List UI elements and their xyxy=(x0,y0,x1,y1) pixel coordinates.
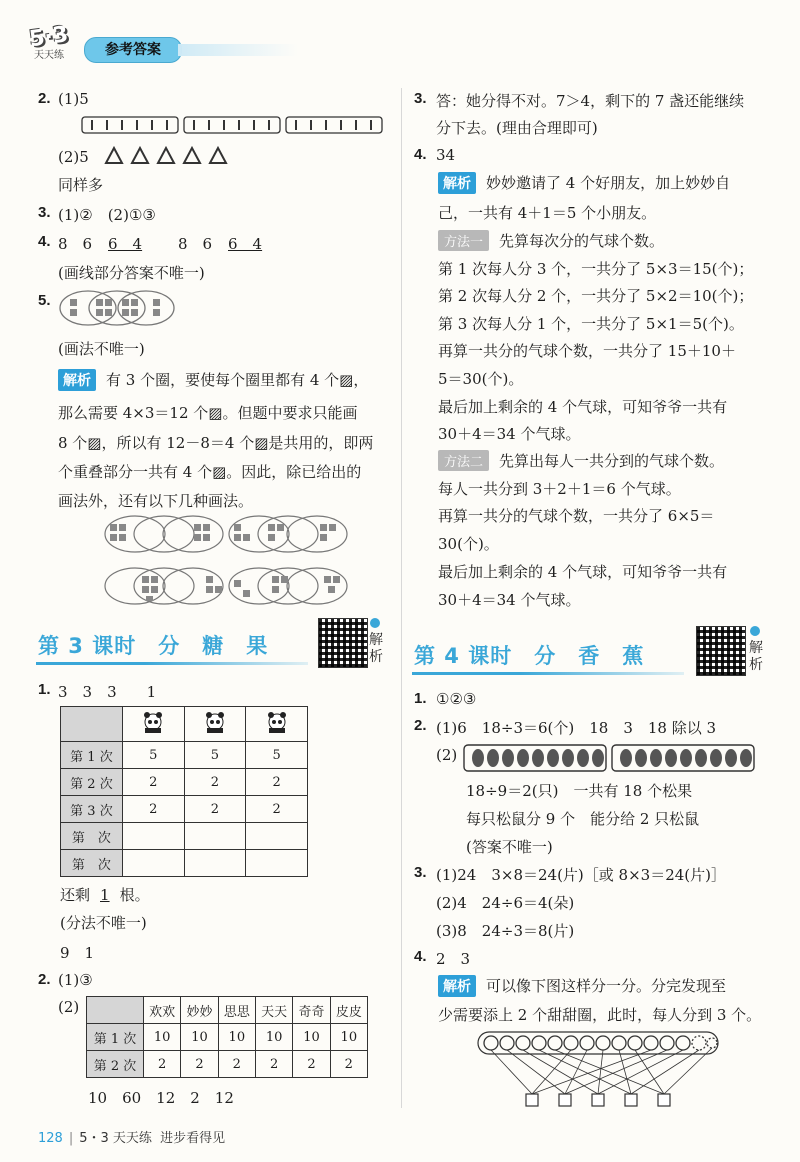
footer-brand: 5・3 天天练 xyxy=(79,1131,152,1146)
table-header-cell xyxy=(87,997,144,1024)
answer-text: (3)8 24÷3＝8(片) xyxy=(436,922,575,940)
table-cell: 10 xyxy=(181,1024,218,1051)
table-cell xyxy=(246,823,308,850)
page-footer: 128 | 5・3 天天练 进步看得见 xyxy=(38,1131,226,1146)
table-cell: 2 xyxy=(181,1051,218,1078)
answer-text: (2) xyxy=(58,998,80,1016)
answer-text: 答：她分得不对。7＞4，剩下的 7 盏还能继续 xyxy=(436,92,745,110)
donut-sharing-diagram xyxy=(474,1030,734,1110)
analysis-line: 30＋4＝34 个气球。 xyxy=(438,425,581,443)
table-cell: 10 xyxy=(330,1024,367,1051)
answer-text: 18÷9＝2(只) 一共有 18 个松果 xyxy=(466,782,693,800)
method-1-label: 方法一 xyxy=(438,230,489,251)
table-header-cell: 奇奇 xyxy=(293,997,330,1024)
table-cell: 5 xyxy=(246,742,308,769)
analysis-line: 30(个)。 xyxy=(438,535,499,553)
answer-text: 3 3 3 1 xyxy=(58,683,157,701)
answer-text: 同样多 xyxy=(58,176,104,194)
analysis-line: 画法外，还有以下几种画法。 xyxy=(58,492,254,510)
analysis-label: 解析 xyxy=(438,975,476,997)
question-number: 4. xyxy=(414,948,427,965)
panda-icon xyxy=(265,710,289,734)
underlined-answer: 6 4 xyxy=(228,235,263,253)
table-header-row xyxy=(87,997,368,1024)
table-header-cell: 天天 xyxy=(255,997,292,1024)
table-cell: 5 xyxy=(184,742,246,769)
answer-text: 10 60 12 2 12 xyxy=(88,1089,234,1107)
analysis-line: 那么需要 4×3＝12 个▨。但题中要求只能画 xyxy=(58,404,358,422)
answer-text: (1)③ xyxy=(58,971,93,989)
table-cell: 5 xyxy=(122,742,184,769)
table-cell: 2 xyxy=(246,769,308,796)
table-cell: 2 xyxy=(122,769,184,796)
analysis-line: 少需要添上 2 个甜甜圈，此时，每人分到 3 个。 xyxy=(438,1006,762,1024)
method-2-label: 方法二 xyxy=(438,450,489,471)
analysis-line: 8 个▨，所以有 12－8＝4 个▨是共用的，即两 xyxy=(58,434,374,452)
question-number: 3. xyxy=(414,864,427,881)
table-cell: 2 xyxy=(246,796,308,823)
question-number: 2. xyxy=(414,717,427,734)
analysis-text: 有 3 个圈，要使每个圈里都有 4 个▨， xyxy=(106,371,369,389)
answer-text: 8 6 xyxy=(58,235,93,253)
panda-header-cell xyxy=(246,707,308,742)
analysis-line: 解析 可以像下图这样分一分。分完发现至 xyxy=(438,975,726,997)
answer-text: (2) xyxy=(436,746,458,764)
row-label: 第 3 次 xyxy=(61,796,123,823)
analysis-line: 最后加上剩余的 4 个气球，可知爷爷一共有 xyxy=(438,398,728,416)
analysis-label: 解析 xyxy=(438,172,476,194)
table-cell: 2 xyxy=(184,796,246,823)
row-label: 第 1 次 xyxy=(61,742,123,769)
question-number: 1. xyxy=(38,681,51,698)
analysis-line: 30＋4＝34 个气球。 xyxy=(438,591,581,609)
answer-text: ①②③ xyxy=(436,690,477,708)
table-cell: 10 xyxy=(255,1024,292,1051)
analysis-label: 解析 xyxy=(58,369,96,391)
table-cell xyxy=(122,823,184,850)
row-label: 第 1 次 xyxy=(87,1024,144,1051)
answer-text: (2)5 xyxy=(58,148,89,166)
analysis-line: 每人一共分到 3＋2＋1＝6 个气球。 xyxy=(438,480,681,498)
question-number: 3. xyxy=(414,90,427,107)
qr-label: 解 析 xyxy=(369,632,383,665)
table-cell: 2 xyxy=(255,1051,292,1078)
lesson-3-title: 第 3 课时 分 糖 果 xyxy=(38,634,269,658)
table-cell: 10 xyxy=(293,1024,330,1051)
lesson-4-underline xyxy=(412,672,684,675)
table-header-cell: 思思 xyxy=(218,997,255,1024)
analysis-line: 己，一共有 4＋1＝5 个小朋友。 xyxy=(438,204,657,222)
lesson-3-underline xyxy=(36,662,308,665)
qr-code-icon[interactable] xyxy=(318,618,368,668)
analysis-line: 第 2 次每人分 2 个，一共分了 5×2＝10(个)； xyxy=(438,287,754,305)
answer-text: (2)4 24÷6＝4(朵) xyxy=(436,894,575,912)
analysis-line: 解析 妙妙邀请了 4 个好朋友，加上妙妙自 xyxy=(438,172,730,194)
panda-header-cell xyxy=(122,707,184,742)
question-number: 4. xyxy=(414,146,427,163)
method-2-line: 方法二 先算出每人一共分到的气球个数。 xyxy=(438,450,724,471)
panda-icon xyxy=(141,710,165,734)
table-header-cell: 欢欢 xyxy=(144,997,181,1024)
row-label: 第 次 xyxy=(61,850,123,877)
candy-table xyxy=(86,996,368,1078)
table-row xyxy=(61,796,308,823)
header-decoration xyxy=(178,44,298,56)
lesson-4-title: 第 4 课时 分 香 蕉 xyxy=(414,644,645,668)
method-1-line: 方法一 先算每次分的气球个数。 xyxy=(438,230,664,251)
distribution-table xyxy=(60,706,308,877)
question-number: 2. xyxy=(38,90,51,107)
question-number: 4. xyxy=(38,233,51,250)
table-cell: 2 xyxy=(218,1051,255,1078)
table-row xyxy=(61,823,308,850)
answer-text: (1)6 18÷3＝6(个) 18 3 18 除以 3 xyxy=(436,719,717,737)
question-number: 5. xyxy=(38,292,51,309)
analysis-line: 再算一共分的气球个数，一共分了 15＋10＋ xyxy=(438,342,736,360)
table-row xyxy=(61,769,308,796)
row-label: 第 2 次 xyxy=(87,1051,144,1078)
answer-text: 8 6 xyxy=(178,235,213,253)
answer-text: 分下去。(理由合理即可) xyxy=(436,119,598,137)
underlined-answer: 6 4 xyxy=(108,235,143,253)
table-header-cell: 妙妙 xyxy=(181,997,218,1024)
question-number: 1. xyxy=(414,690,427,707)
analysis-line: 个重叠部分一共有 4 个▨。因此，除已给出的 xyxy=(58,463,362,481)
play-icon xyxy=(370,618,380,628)
alternative-drawings-diagram xyxy=(102,512,402,608)
table-row xyxy=(87,1051,368,1078)
question-number: 3. xyxy=(38,204,51,221)
table-cell: 2 xyxy=(330,1051,367,1078)
table-cell: 2 xyxy=(293,1051,330,1078)
table-cell: 10 xyxy=(144,1024,181,1051)
table-header-cell xyxy=(61,707,123,742)
pinecones-diagram xyxy=(462,742,772,774)
analysis-line: 第 3 次每人分 1 个，一共分了 5×1＝5(个)。 xyxy=(438,315,744,333)
answer-text: 2 3 xyxy=(436,950,471,968)
answer-text: (1)② (2)①③ xyxy=(58,206,156,224)
answer-text: (1)24 3×8＝24(片)［或 8×3＝24(片)］ xyxy=(436,866,726,884)
answer-text: 每只松鼠分 9 个 能分给 2 只松鼠 xyxy=(466,810,700,828)
table-cell: 2 xyxy=(122,796,184,823)
analysis-line: 最后加上剩余的 4 个气球，可知爷爷一共有 xyxy=(438,563,728,581)
brand-logo: 5·3 xyxy=(27,22,70,53)
page-number: 128 xyxy=(38,1131,63,1146)
table-header-cell: 皮皮 xyxy=(330,997,367,1024)
table-row xyxy=(87,1024,368,1051)
answer-note: (画法不唯一) xyxy=(58,340,145,358)
question-number: 2. xyxy=(38,971,51,988)
answer-text: (1)5 xyxy=(58,90,89,108)
answer-note: (画线部分答案不唯一) xyxy=(58,264,205,282)
answer-text: 34 xyxy=(436,146,456,164)
row-label: 第 2 次 xyxy=(61,769,123,796)
analysis-line xyxy=(58,369,368,391)
triangles-diagram xyxy=(104,146,234,166)
row-label: 第 次 xyxy=(61,823,123,850)
answer-note: (分法不唯一) xyxy=(60,914,147,932)
table-cell: 2 xyxy=(144,1051,181,1078)
panda-header-cell xyxy=(184,707,246,742)
table-cell: 2 xyxy=(184,769,246,796)
qr-code-icon[interactable] xyxy=(696,626,746,676)
sticks-diagram xyxy=(80,114,390,136)
table-row xyxy=(61,850,308,877)
table-cell: 10 xyxy=(218,1024,255,1051)
analysis-line: 第 1 次每人分 3 个，一共分了 5×3＝15(个)； xyxy=(438,260,754,278)
table-cell xyxy=(184,850,246,877)
footer-slogan: 进步看得见 xyxy=(160,1131,226,1146)
qr-label: 解 析 xyxy=(749,640,763,673)
play-icon xyxy=(750,626,760,636)
table-cell xyxy=(184,823,246,850)
answer-key-tag: 参考答案 xyxy=(84,37,182,63)
panda-icon xyxy=(203,710,227,734)
analysis-line: 5＝30(个)。 xyxy=(438,370,524,388)
analysis-line: 再算一共分的气球个数，一共分了 6×5＝ xyxy=(438,507,715,525)
table-cell xyxy=(122,850,184,877)
remainder-value: 1 xyxy=(100,886,110,904)
brand-logo-subtitle: 天天练 xyxy=(34,50,64,61)
table-cell xyxy=(246,850,308,877)
answer-note: (答案不唯一) xyxy=(466,838,553,856)
remainder-line: 还剩 1 根。 xyxy=(60,886,150,904)
table-row xyxy=(61,742,308,769)
answer-text: 9 1 xyxy=(60,944,95,962)
overlapping-circles-diagram xyxy=(58,288,176,328)
table-header-row xyxy=(61,707,308,742)
